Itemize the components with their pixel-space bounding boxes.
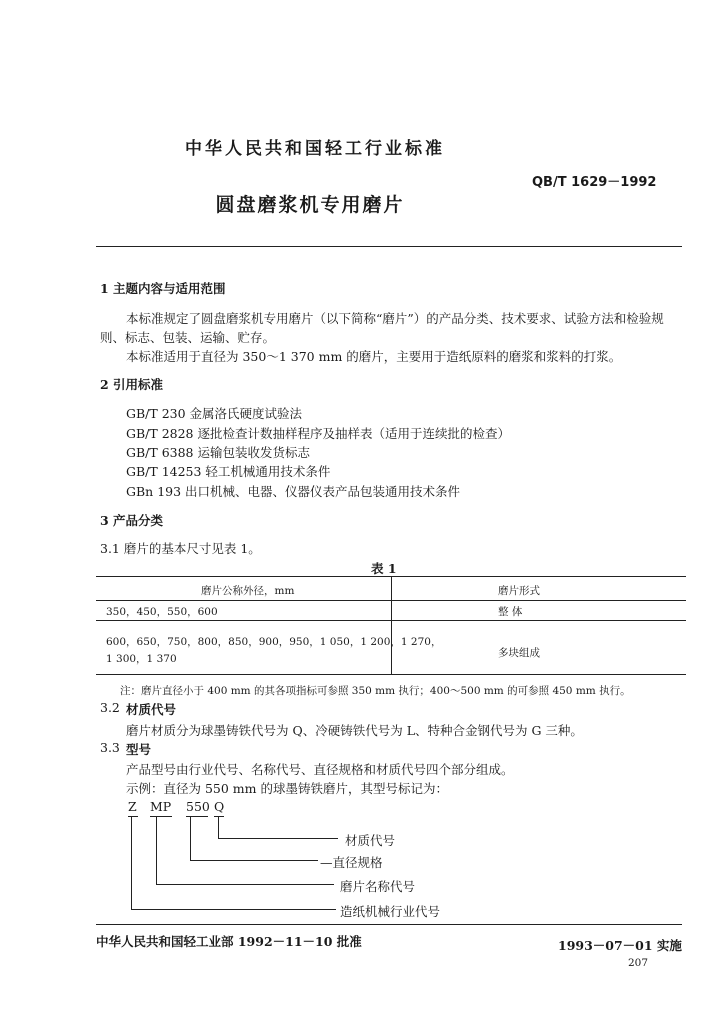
section-3-heading: 3 产品分类 [100,513,164,528]
standard-code: QB/T 1629－1992 [532,175,657,190]
section-1-paragraph-1a: 本标准规定了圆盘磨浆机专用磨片（以下简称“磨片”）的产品分类、技术要求、试验方法和检验规 [126,311,664,326]
table-cell: 多块组成 [498,647,540,659]
section-1-paragraph-2: 本标准适用于直径为 350～1 370 mm 的磨片，主要用于造纸原料的磨浆和浆料的打浆。 [126,349,622,364]
leader-line [131,816,132,909]
leader-line [218,838,338,839]
underline [128,816,138,817]
section-3-2-number: 3.2 [100,700,120,715]
footer-divider [96,924,682,925]
section-3-3-title: 型号 [126,742,152,757]
model-part-diameter: 550 [186,799,210,814]
table-header-form: 磨片形式 [498,585,540,597]
table-caption: 表 1 [371,561,397,576]
leader-line [156,816,157,884]
underline [150,816,172,817]
issuing-org: 中华人民共和国轻工行业标准 [185,139,445,159]
section-1-heading: 1 主题内容与适用范围 [100,281,226,296]
leader-line [218,816,219,838]
label-material-code: 材质代号 [345,833,396,848]
effective-date: 1993－07－01 实施 [558,938,682,953]
table-note: 注：磨片直径小于 400 mm 的其各项指标可参照 350 mm 执行；400～500 mm 的可参照 450 mm 执行。 [120,685,631,697]
label-name-code: 磨片名称代号 [340,879,416,894]
model-part-material: Q [214,799,225,814]
section-3-3-text-2: 示例：直径为 550 mm 的球墨铸铁磨片，其型号标记为： [126,781,448,796]
section-3-3-text-1: 产品型号由行业代号、名称代号、直径规格和材质代号四个部分组成。 [126,762,514,777]
table-header-diameter: 磨片公称外径，mm [201,585,295,597]
reference-item: GB/T 6388 运输包装收发货标志 [126,445,310,460]
table-column-divider [391,576,392,674]
section-3-3-number: 3.3 [100,740,120,755]
section-3-2-text: 磨片材质分为球墨铸铁代号为 Q、冷硬铸铁代号为 L、特种合金钢代号为 G 三种。 [126,723,583,738]
table-bottom-rule [96,674,686,675]
table-cell: 整 体 [498,606,523,618]
section-1-paragraph-1b: 则、标志、包装、运输、贮存。 [100,330,276,345]
reference-item: GB/T 230 金属洛氏硬度试验法 [126,406,303,421]
page-number: 207 [628,957,649,969]
label-diameter-spec: —直径规格 [320,855,383,870]
reference-item: GBn 193 出口机械、电器、仪器仪表产品包装通用技术条件 [126,484,461,499]
label-industry-code: 造纸机械行业代号 [340,904,441,919]
section-3-1: 3.1 磨片的基本尺寸见表 1。 [100,541,261,556]
model-part-industry: Z [128,799,137,814]
leader-line [156,884,334,885]
header-divider [96,246,682,247]
reference-item: GB/T 2828 逐批检查计数抽样程序及抽样表（适用于连续批的检查） [126,426,510,441]
approval-line: 中华人民共和国轻工业部 1992－11－10 批准 [96,934,362,949]
leader-line [131,909,336,910]
document-title: 圆盘磨浆机专用磨片 [215,194,405,216]
section-3-2-title: 材质代号 [126,702,177,717]
leader-line [190,816,191,860]
leader-line [190,860,318,861]
section-2-heading: 2 引用标准 [100,377,164,392]
table-cell: 600，650，750，800，850，900，950，1 050，1 200，1 270， [106,636,442,648]
table-cell: 350，450，550，600 [106,606,218,618]
underline [214,816,224,817]
reference-item: GB/T 14253 轻工机械通用技术条件 [126,464,331,479]
model-part-name: MP [150,799,172,814]
table-cell: 1 300，1 370 [106,653,177,665]
